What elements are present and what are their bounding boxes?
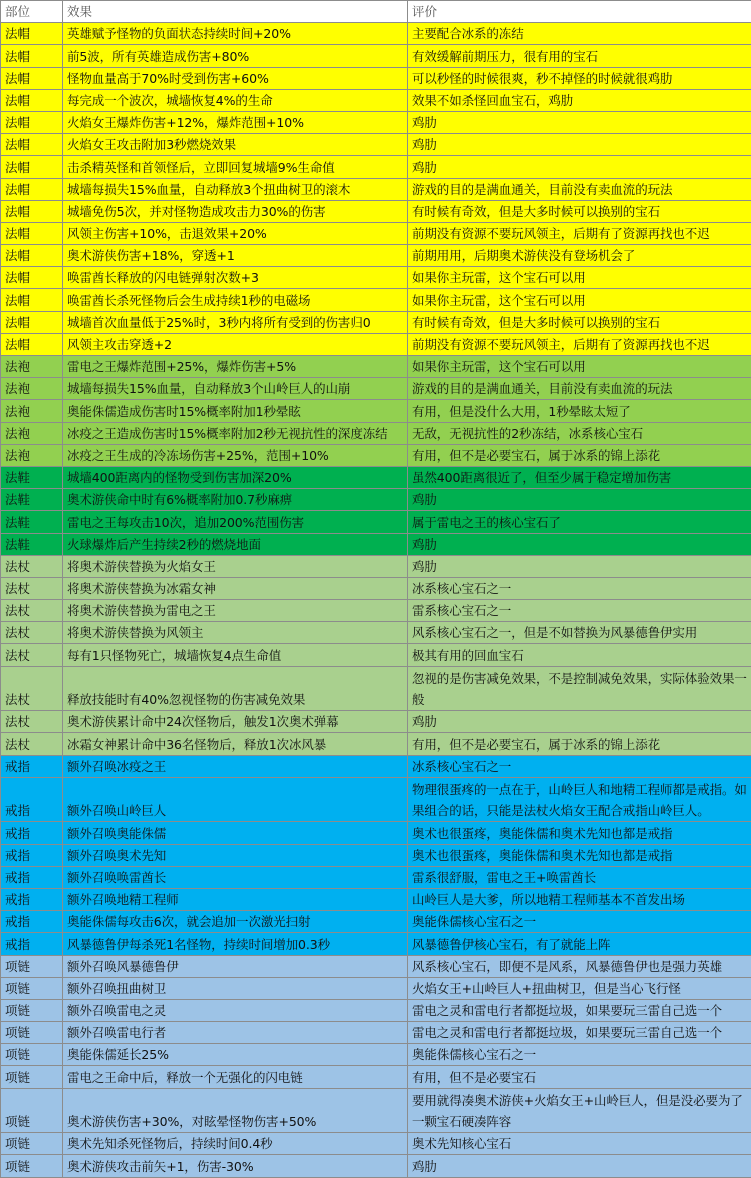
- table-row: [1, 267, 751, 289]
- comment-cell: 风系核心宝石，即便不是风系，风暴德鲁伊也是强力英雄: [408, 955, 751, 977]
- header-effect: 效果: [63, 1, 408, 23]
- table-row: [1, 666, 751, 711]
- table-row: [1, 333, 751, 355]
- slot-cell: 法袍: [1, 422, 63, 444]
- effect-cell: 将奥术游侠替换为风领主: [63, 622, 408, 644]
- slot-cell: 戒指: [1, 888, 63, 910]
- comment-cell: 鸡肋: [408, 489, 751, 511]
- slot-cell: 法帽: [1, 89, 63, 111]
- comment-cell: 雷电之灵和雷电行者都挺垃圾，如果要玩三雷自己选一个: [408, 999, 751, 1021]
- effect-cell: 奥术先知杀死怪物后，持续时间0.4秒: [63, 1133, 408, 1155]
- effect-cell: 前5波，所有英雄造成伤害+80%: [63, 45, 408, 67]
- effect-cell: 奥术游侠累计命中24次怪物后，触发1次奥术弹幕: [63, 711, 408, 733]
- table-row: [1, 733, 751, 755]
- table-row: [1, 577, 751, 599]
- table-row: [1, 1155, 751, 1177]
- comment-cell: 效果不如杀怪回血宝石，鸡肋: [408, 89, 751, 111]
- comment-cell: 前期没有资源不要玩风领主，后期有了资源再找也不迟: [408, 333, 751, 355]
- table-row: [1, 156, 751, 178]
- effect-cell: 击杀精英怪和首领怪后，立即回复城墙9%生命值: [63, 156, 408, 178]
- slot-cell: 法杖: [1, 666, 63, 711]
- comment-cell: 鸡肋: [408, 1155, 751, 1177]
- comment-cell: 冰系核心宝石之一: [408, 577, 751, 599]
- effect-cell: 额外召唤雷电行者: [63, 1022, 408, 1044]
- table-body: [1, 23, 751, 1177]
- slot-cell: 法袍: [1, 444, 63, 466]
- comment-cell: 有用，但不是必要宝石: [408, 1066, 751, 1088]
- slot-cell: 法帽: [1, 134, 63, 156]
- slot-cell: 法帽: [1, 23, 63, 45]
- effect-cell: 额外召唤奥能侏儒: [63, 822, 408, 844]
- slot-cell: 项链: [1, 1022, 63, 1044]
- slot-cell: 戒指: [1, 777, 63, 822]
- effect-cell: 奥能侏儒造成伤害时15%概率附加1秒晕眩: [63, 400, 408, 422]
- table-row: [1, 955, 751, 977]
- comment-cell: 雷系核心宝石之一: [408, 600, 751, 622]
- comment-cell: 奥能侏儒核心宝石之一: [408, 911, 751, 933]
- effect-cell: 奥术游侠命中时有6%概率附加0.7秒麻痹: [63, 489, 408, 511]
- table-row: [1, 1133, 751, 1155]
- slot-cell: 项链: [1, 955, 63, 977]
- comment-cell: 雷系很舒服，雷电之王+唤雷酋长: [408, 866, 751, 888]
- slot-cell: 戒指: [1, 822, 63, 844]
- effect-cell: 城墙免伤5次，并对怪物造成攻击力30%的伤害: [63, 200, 408, 222]
- slot-cell: 法杖: [1, 644, 63, 666]
- comment-cell: 鸡肋: [408, 134, 751, 156]
- table-row: [1, 134, 751, 156]
- table-row: [1, 466, 751, 488]
- slot-cell: 戒指: [1, 866, 63, 888]
- slot-cell: 法袍: [1, 378, 63, 400]
- effect-cell: 奥术游侠伤害+30%，对眩晕怪物伤害+50%: [63, 1088, 408, 1133]
- slot-cell: 法帽: [1, 178, 63, 200]
- comment-cell: 无敌，无视抗性的2秒冻结，冰系核心宝石: [408, 422, 751, 444]
- table-row: [1, 1022, 751, 1044]
- comment-cell: 鸡肋: [408, 533, 751, 555]
- slot-cell: 项链: [1, 1044, 63, 1066]
- slot-cell: 法帽: [1, 67, 63, 89]
- slot-cell: 项链: [1, 1088, 63, 1133]
- effect-cell: 额外召唤扭曲树卫: [63, 977, 408, 999]
- slot-cell: 项链: [1, 977, 63, 999]
- slot-cell: 法帽: [1, 156, 63, 178]
- effect-cell: 城墙每损失15%血量，自动释放3个山岭巨人的山崩: [63, 378, 408, 400]
- comment-cell: 要用就得凑奥术游侠+火焰女王+山岭巨人，但是没必要为了一颗宝石硬凑阵容: [408, 1088, 751, 1133]
- effect-cell: 将奥术游侠替换为冰霜女神: [63, 577, 408, 599]
- effect-cell: 额外召唤雷电之灵: [63, 999, 408, 1021]
- effect-cell: 风领主伤害+10%，击退效果+20%: [63, 222, 408, 244]
- effect-cell: 将奥术游侠替换为雷电之王: [63, 600, 408, 622]
- comment-cell: 奥术也很蛋疼，奥能侏儒和奥术先知也都是戒指: [408, 844, 751, 866]
- comment-cell: 如果你主玩雷，这个宝石可以用: [408, 356, 751, 378]
- slot-cell: 法袍: [1, 400, 63, 422]
- table-row: [1, 222, 751, 244]
- table-row: [1, 356, 751, 378]
- effect-cell: 每有1只怪物死亡，城墙恢复4点生命值: [63, 644, 408, 666]
- slot-cell: 法帽: [1, 333, 63, 355]
- effect-cell: 火球爆炸后产生持续2秒的燃烧地面: [63, 533, 408, 555]
- comment-cell: 前期用用，后期奥术游侠没有登场机会了: [408, 245, 751, 267]
- table-row: [1, 1044, 751, 1066]
- comment-cell: 奥术先知核心宝石: [408, 1133, 751, 1155]
- slot-cell: 法鞋: [1, 466, 63, 488]
- slot-cell: 法帽: [1, 289, 63, 311]
- comment-cell: 雷电之灵和雷电行者都挺垃圾，如果要玩三雷自己选一个: [408, 1022, 751, 1044]
- comment-cell: 游戏的目的是满血通关，目前没有卖血流的玩法: [408, 378, 751, 400]
- comment-cell: 奥能侏儒核心宝石之一: [408, 1044, 751, 1066]
- slot-cell: 戒指: [1, 933, 63, 955]
- table-row: [1, 977, 751, 999]
- slot-cell: 项链: [1, 1133, 63, 1155]
- comment-cell: 可以秒怪的时候很爽，秒不掉怪的时候就很鸡肋: [408, 67, 751, 89]
- comment-cell: 鸡肋: [408, 711, 751, 733]
- slot-cell: 法杖: [1, 555, 63, 577]
- effect-cell: 英雄赋予怪物的负面状态持续时间+20%: [63, 23, 408, 45]
- effect-cell: 雷电之王爆炸范围+25%，爆炸伤害+5%: [63, 356, 408, 378]
- comment-cell: 鸡肋: [408, 555, 751, 577]
- table-row: [1, 644, 751, 666]
- slot-cell: 法帽: [1, 200, 63, 222]
- table-row: [1, 311, 751, 333]
- table-row: [1, 23, 751, 45]
- table-row: [1, 755, 751, 777]
- table-row: [1, 777, 751, 822]
- table-row: [1, 511, 751, 533]
- table-row: [1, 1066, 751, 1088]
- effect-cell: 城墙每损失15%血量，自动释放3个扭曲树卫的滚木: [63, 178, 408, 200]
- slot-cell: 项链: [1, 1066, 63, 1088]
- table-row: [1, 422, 751, 444]
- table-row: [1, 622, 751, 644]
- comment-cell: 冰系核心宝石之一: [408, 755, 751, 777]
- effect-cell: 奥术游侠攻击前矢+1，伤害-30%: [63, 1155, 408, 1177]
- comment-cell: 主要配合冰系的冻结: [408, 23, 751, 45]
- table-row: [1, 400, 751, 422]
- comment-cell: 风暴德鲁伊核心宝石，有了就能上阵: [408, 933, 751, 955]
- effect-cell: 火焰女王爆炸伤害+12%，爆炸范围+10%: [63, 111, 408, 133]
- slot-cell: 戒指: [1, 755, 63, 777]
- effect-cell: 冰霜女神累计命中36名怪物后，释放1次冰风暴: [63, 733, 408, 755]
- slot-cell: 法杖: [1, 622, 63, 644]
- comment-cell: 物理很蛋疼的一点在于，山岭巨人和地精工程师都是戒指。如果组合的话，只能是法杖火焰女王配合戒指山岭巨人。: [408, 777, 751, 822]
- slot-cell: 法帽: [1, 222, 63, 244]
- comment-cell: 前期没有资源不要玩风领主，后期有了资源再找也不迟: [408, 222, 751, 244]
- effect-cell: 雷电之王每攻击10次，追加200%范围伤害: [63, 511, 408, 533]
- comment-cell: 属于雷电之王的核心宝石了: [408, 511, 751, 533]
- table-row: [1, 444, 751, 466]
- comment-cell: 忽视的是伤害减免效果，不是控制减免效果，实际体验效果一般: [408, 666, 751, 711]
- comment-cell: 奥术也很蛋疼，奥能侏儒和奥术先知也都是戒指: [408, 822, 751, 844]
- table-row: [1, 45, 751, 67]
- slot-cell: 项链: [1, 999, 63, 1021]
- comment-cell: 有时候有奇效，但是大多时候可以换别的宝石: [408, 200, 751, 222]
- effect-cell: 火焰女王攻击附加3秒燃烧效果: [63, 134, 408, 156]
- effect-cell: 每完成一个波次，城墙恢复4%的生命: [63, 89, 408, 111]
- slot-cell: 法帽: [1, 311, 63, 333]
- comment-cell: 极其有用的回血宝石: [408, 644, 751, 666]
- table-row: [1, 289, 751, 311]
- slot-cell: 法杖: [1, 577, 63, 599]
- comment-cell: 如果你主玩雷，这个宝石可以用: [408, 289, 751, 311]
- comment-cell: 有效缓解前期压力，很有用的宝石: [408, 45, 751, 67]
- effect-cell: 额外召唤奥术先知: [63, 844, 408, 866]
- slot-cell: 项链: [1, 1155, 63, 1177]
- table-row: [1, 600, 751, 622]
- table-row: [1, 999, 751, 1021]
- table-row: [1, 489, 751, 511]
- effect-cell: 额外召唤山岭巨人: [63, 777, 408, 822]
- table-row: [1, 378, 751, 400]
- comment-cell: 虽然400距离很近了，但至少属于稳定增加伤害: [408, 466, 751, 488]
- effect-cell: 额外召唤地精工程师: [63, 888, 408, 910]
- table-row: [1, 1088, 751, 1133]
- comment-cell: 游戏的目的是满血通关，目前没有卖血流的玩法: [408, 178, 751, 200]
- slot-cell: 法鞋: [1, 489, 63, 511]
- effect-cell: 冰疫之王生成的冷冻场伤害+25%，范围+10%: [63, 444, 408, 466]
- table-row: [1, 89, 751, 111]
- effect-cell: 唤雷酋长杀死怪物后会生成持续1秒的电磁场: [63, 289, 408, 311]
- effect-cell: 冰疫之王造成伤害时15%概率附加2秒无视抗性的深度冻结: [63, 422, 408, 444]
- effect-cell: 释放技能时有40%忽视怪物的伤害减免效果: [63, 666, 408, 711]
- comment-cell: 鸡肋: [408, 111, 751, 133]
- comment-cell: 鸡肋: [408, 156, 751, 178]
- effect-cell: 唤雷酋长释放的闪电链弹射次数+3: [63, 267, 408, 289]
- slot-cell: 法鞋: [1, 511, 63, 533]
- comment-cell: 火焰女王+山岭巨人+扭曲树卫，但是当心飞行怪: [408, 977, 751, 999]
- table-row: [1, 822, 751, 844]
- slot-cell: 法帽: [1, 111, 63, 133]
- slot-cell: 法杖: [1, 733, 63, 755]
- effect-cell: 奥能侏儒延长25%: [63, 1044, 408, 1066]
- effect-cell: 城墙首次血量低于25%时，3秒内将所有受到的伤害归0: [63, 311, 408, 333]
- table-row: [1, 911, 751, 933]
- table-row: [1, 866, 751, 888]
- effect-cell: 将奥术游侠替换为火焰女王: [63, 555, 408, 577]
- table-row: [1, 933, 751, 955]
- effect-cell: 怪物血量高于70%时受到伤害+60%: [63, 67, 408, 89]
- slot-cell: 法杖: [1, 600, 63, 622]
- table-row: [1, 555, 751, 577]
- table-row: [1, 245, 751, 267]
- header-slot: 部位: [1, 1, 63, 23]
- effect-cell: 额外召唤唤雷酋长: [63, 866, 408, 888]
- table-row: [1, 844, 751, 866]
- table-row: [1, 200, 751, 222]
- table-row: [1, 888, 751, 910]
- header-row: [1, 1, 751, 23]
- effect-cell: 风领主攻击穿透+2: [63, 333, 408, 355]
- slot-cell: 法帽: [1, 267, 63, 289]
- table-row: [1, 533, 751, 555]
- effect-cell: 雷电之王命中后，释放一个无强化的闪电链: [63, 1066, 408, 1088]
- table-row: [1, 67, 751, 89]
- comment-cell: 有用，但不是必要宝石，属于冰系的锦上添花: [408, 733, 751, 755]
- effect-cell: 风暴德鲁伊每杀死1名怪物，持续时间增加0.3秒: [63, 933, 408, 955]
- effect-cell: 额外召唤风暴德鲁伊: [63, 955, 408, 977]
- effect-cell: 额外召唤冰疫之王: [63, 755, 408, 777]
- slot-cell: 法帽: [1, 45, 63, 67]
- table-row: [1, 111, 751, 133]
- comment-cell: 风系核心宝石之一，但是不如替换为风暴德鲁伊实用: [408, 622, 751, 644]
- effect-cell: 城墙400距离内的怪物受到伤害加深20%: [63, 466, 408, 488]
- table-row: [1, 711, 751, 733]
- comment-cell: 有用，但不是必要宝石，属于冰系的锦上添花: [408, 444, 751, 466]
- slot-cell: 戒指: [1, 911, 63, 933]
- slot-cell: 法袍: [1, 356, 63, 378]
- header-comment: 评价: [408, 1, 751, 23]
- slot-cell: 法鞋: [1, 533, 63, 555]
- comment-cell: 有用，但是没什么大用，1秒晕眩太短了: [408, 400, 751, 422]
- slot-cell: 法帽: [1, 245, 63, 267]
- slot-cell: 法杖: [1, 711, 63, 733]
- effect-cell: 奥能侏儒每攻击6次，就会追加一次激光扫射: [63, 911, 408, 933]
- effect-cell: 奥术游侠伤害+18%，穿透+1: [63, 245, 408, 267]
- comment-cell: 有时候有奇效，但是大多时候可以换别的宝石: [408, 311, 751, 333]
- table-row: [1, 178, 751, 200]
- comment-cell: 如果你主玩雷，这个宝石可以用: [408, 267, 751, 289]
- comment-cell: 山岭巨人是大爹，所以地精工程师基本不首发出场: [408, 888, 751, 910]
- slot-cell: 戒指: [1, 844, 63, 866]
